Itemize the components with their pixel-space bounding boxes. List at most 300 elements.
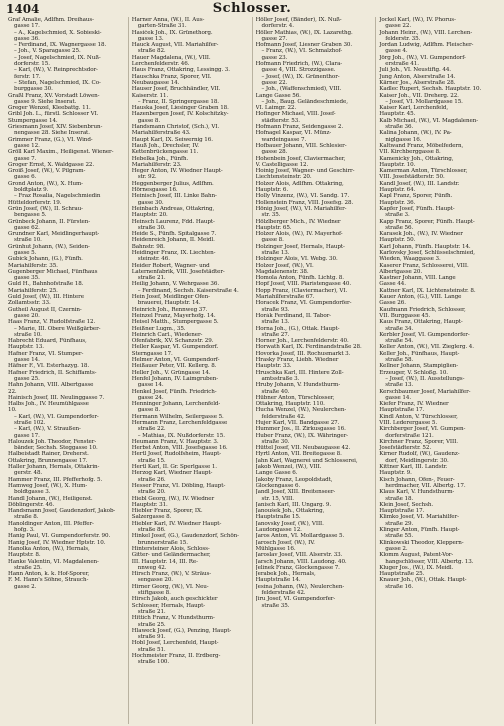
directory-entry: Klaus Karl, V. Hundsthurm-	[379, 489, 455, 496]
directory-entry: gasse 25.	[14, 375, 40, 382]
directory-entry: Gutheil August II, Czernin-	[8, 306, 82, 313]
directory-entry: Kaufmann Friedrich, Schlosser,	[379, 306, 466, 313]
directory-entry: bänder, Sechsh. Steggasse 10.	[14, 445, 98, 452]
directory-entry: straße 15.	[137, 457, 166, 464]
directory-entry: Hauptstr. 9.	[379, 470, 412, 477]
directory-entry: Heilig Johann, V. Wehrgasse 36.	[131, 281, 220, 288]
directory-entry: Mariahilferstraße 67.	[255, 294, 315, 301]
directory-entry: gasse 17.	[14, 432, 40, 439]
directory-entry: Hummer Jos., II. Zirkusgasse 16.	[255, 426, 346, 433]
directory-entry: Kisch Johann, Ofen-, Feuer-	[379, 476, 455, 483]
directory-entry: Hebelka Joh., Fünfh.	[131, 155, 189, 162]
directory-entry: felderstraße 42.	[261, 413, 306, 420]
directory-entry: Hiebler Karl, IV. Wiedner Haupt-	[131, 520, 222, 527]
directory-entry: Hauptstr. 64.	[379, 187, 416, 194]
directory-entry: Ottakring, Hauptstr. 110.	[255, 401, 325, 408]
directory-entry: straße 26.	[137, 476, 166, 483]
directory-entry: Griesmann Josef, XIV. Siebenbrun-	[8, 124, 103, 131]
directory-entry: Hobl Josef, Lerchenfeld, Haupt-	[131, 640, 219, 647]
directory-entry: straße 13.	[261, 319, 290, 326]
directory-entry: Hauck August, VII. Mariahilfer-	[131, 42, 219, 49]
directory-entry: – Stefan, Nagelschmied, IX. Co-	[14, 79, 101, 86]
directory-entry: Kandl Josef, (W.), III. Landstr.	[379, 180, 460, 187]
directory-entry: bengasse 5.	[14, 212, 47, 219]
directory-entry: Knauer Joh., (W.), Ottak. Haupt-	[379, 577, 467, 584]
directory-entry: Holly Vinzenz, (W.), VI. Sandg. 17.	[255, 193, 350, 200]
directory-entry: str. 92.	[137, 174, 157, 181]
directory-entry: Kaiser Karl, Lerchenfeld,	[379, 105, 449, 112]
directory-entry: Klimko Josef, VI. Mariahilfer-	[379, 514, 459, 521]
directory-entry: Hauptstr. 20.	[131, 212, 168, 219]
directory-entry: Hofinger Michael, VIII. Josef-	[255, 111, 336, 118]
directory-entry: straße 34.	[385, 325, 414, 332]
directory-entry: Juli Joh., VI. Neustiftg. 44.	[379, 67, 451, 74]
directory-entry: Hucha Wenzel, (W.), Neulerchen-	[255, 407, 347, 414]
directory-entry: Haus Franz, Ottakring, Lessingg. 3.	[131, 67, 230, 74]
directory-entry: straße 91.	[137, 634, 166, 641]
directory-entry: straße 100.	[137, 659, 170, 666]
directory-entry: gasse 28.	[261, 149, 288, 156]
directory-entry: felderstraße 42.	[261, 590, 306, 597]
directory-entry: Stumpergasse 14.	[8, 117, 58, 124]
directory-entry: Wieden, Waaggasse 3.	[379, 256, 441, 263]
directory-entry: Sterngasse 17.	[131, 350, 173, 357]
directory-entry: Hölzlberger Mich., IV. Wiedner	[255, 218, 341, 225]
directory-entry: Homola Anton, Fünfh. Lichtg. 8.	[255, 275, 344, 282]
directory-entry: Hauptstr. 36.	[379, 199, 416, 206]
directory-entry: gasse 23.	[261, 54, 288, 61]
directory-entry: Henninger Johann, Lerchenfeld-	[131, 401, 221, 408]
directory-entry: städterstr. 53.	[261, 117, 300, 124]
directory-entry: gasse 14.	[137, 382, 164, 389]
directory-entry: Hujer Karl, VII. Bandgasse 27.	[255, 420, 340, 426]
directory-entry: Hopp Franz, (Claviermacher), VI.	[255, 287, 348, 294]
directory-entry: Hauptstr. 33.	[255, 363, 292, 370]
directory-entry: Hainisch Josef, III. Neulinggasse 7.	[8, 394, 105, 401]
directory-entry: Hammer Franz, III. Pfefferhofg. 5.	[8, 476, 103, 483]
directory-entry: sengasse 20.	[137, 577, 173, 584]
directory-entry: Jordan Ludwig, Adlfhm. Fleischer-	[379, 42, 474, 49]
directory-entry: Hirner Georg, (W.), VI. Neu-	[131, 583, 209, 590]
directory-entry: Kettenbrückengasse 11.	[131, 149, 199, 156]
directory-entry: V. Castelligasse 12.	[255, 161, 309, 168]
directory-entry: Hauer Magdalena, (W.), VIII.	[131, 54, 211, 61]
directory-entry: Kamenický Joh., Ottakring,	[379, 155, 454, 162]
directory-entry: Hofmann Friedrich, (W.), Clara-	[255, 61, 343, 68]
directory-entry: Hauschka Franz, Sporer, VII.	[131, 73, 212, 80]
directory-entry: straße 18.	[385, 495, 414, 502]
column-1	[5, 17, 129, 724]
directory-entry: Hofmann Josef, Liesner Graben 30.	[255, 42, 353, 49]
directory-entry: Mariahilferstr. 25.	[8, 287, 58, 294]
directory-entry: Helmer Anton, VI. Gumpendorf-	[131, 357, 220, 364]
directory-entry: Herbst Anton, VIII. Josefsgasse 16.	[131, 445, 228, 452]
directory-entry: Jiru Josef, VI. Gumpendorfer-	[255, 596, 336, 603]
directory-entry: Hein Josef, Meidlinger Ofen-	[131, 294, 210, 301]
directory-entry: straße 10.	[14, 331, 42, 338]
directory-entry: Laudongasse 12.	[255, 527, 302, 534]
directory-entry: – Karl, (W.), VI. Gumpendorfer-	[14, 413, 99, 420]
directory-entry: straße 30.	[261, 438, 290, 445]
directory-entry: Salzergasse 8.	[131, 514, 172, 521]
directory-entry: Grün Josef, (W.), II. Schrau-	[8, 205, 83, 212]
directory-entry: Jockel Karl, (W.), IV. Phorus-	[379, 17, 456, 23]
directory-entry: straße 36.	[385, 124, 414, 131]
directory-entry: Hertl Josef, Rudolfsheim, Haupt-	[131, 451, 222, 458]
directory-entry: Hamweg Josef, (W.), X. Hum-	[8, 482, 88, 489]
directory-entry: Hochmeister Franz, II. Erdberg-	[131, 652, 221, 659]
directory-entry: Hyrtl Anton, VII. Breitegasse 8.	[255, 451, 342, 458]
directory-entry: Holzinger Josef, Hernals, Haupt-	[255, 243, 345, 250]
directory-entry: gasse 22.	[385, 23, 411, 30]
directory-entry: Hrasky Franz, Liebh. Wiedner	[255, 357, 339, 364]
directory-entry: boldtplatz 9.	[14, 187, 49, 194]
directory-entry: straße 58.	[385, 357, 414, 364]
directory-entry: Jahn Karl, Wagnerei und Schlosserei,	[255, 457, 358, 464]
directory-entry: Kerbler Josef, VI. Gumpendorfer-	[379, 331, 470, 338]
directory-entry: Hauptstraße 14.	[255, 577, 301, 584]
directory-entry: hofg. 3.	[14, 527, 35, 534]
directory-entry: Keller Anton, (W.), VII. Zieglerg. 4.	[379, 344, 474, 351]
directory-entry: steinstr. 46.	[137, 256, 170, 263]
directory-entry: brauerei, Hauptstr. 14.	[137, 300, 201, 307]
directory-entry: Holzer Alois, Adlfhm. Ottakring,	[255, 180, 344, 187]
directory-entry: Schlosser, Hernals, Haupt-	[131, 602, 206, 609]
directory-entry: straße 55.	[385, 533, 414, 540]
directory-entry: gasse 8.	[137, 117, 161, 124]
directory-entry: Ottakring, Brunnengasse 17.	[8, 457, 88, 464]
directory-entry: Mariahilferstr. 23.	[131, 161, 182, 168]
directory-entry: VII. Kirchberggasse 8.	[379, 149, 441, 156]
directory-entry: Gasse 26.	[379, 300, 406, 307]
directory-entry: gasse 27.	[261, 35, 288, 42]
directory-entry: Halouzek Joh. Theodor, Fenster-	[8, 438, 97, 445]
directory-entry: – Karl, (W.), V. Straußen-	[14, 426, 81, 433]
directory-entry: Hiebler Franz, Sporer, IX.	[131, 508, 203, 515]
directory-entry: – Ferdinand, IX. Wagnergasse 18.	[14, 42, 107, 49]
directory-entry: Kattner Karl, IX. Lichtensteinstr. 8.	[379, 287, 476, 294]
directory-entry: Hann Anton, k. k. Hof-Sporer,	[8, 571, 90, 578]
directory-entry: Hofmann Franz, Seidengasse 2.	[255, 124, 344, 131]
directory-entry: Kellner Johann, Stampiglien-	[379, 363, 459, 370]
directory-entry: Guld H., Bahnhofstraße 18.	[8, 281, 84, 288]
directory-entry: gasse 6.	[14, 174, 37, 181]
directory-entry: Lange Gasse 6.	[255, 470, 298, 477]
directory-entry: gasse 62.	[14, 224, 40, 231]
directory-entry: Hintersteiner Alois, Schloss-	[131, 545, 210, 552]
directory-entry: straße 56.	[385, 224, 414, 231]
directory-entry: – A., Kagelschmied, X. Sobieski-	[14, 29, 102, 36]
directory-entry: Karlovsky Josef, Schlüsselschmied,	[379, 249, 475, 256]
directory-entry: Horák Ferdinand, II. Tabor-	[255, 312, 331, 319]
directory-entry: – Joh., V. Sparagasse 25.	[14, 48, 81, 55]
directory-columns	[5, 17, 499, 724]
directory-entry: Hönig Josef, (W.), VI. Mariahilfer-	[255, 205, 347, 212]
directory-entry: Mariahilferstraße 43.	[131, 130, 191, 137]
directory-entry: Horna Joh., (G.), Ottak. Haupt-	[255, 325, 340, 332]
directory-entry: gasse 35.	[14, 275, 40, 282]
directory-entry: Josefstädterstr. 52.	[379, 445, 432, 452]
directory-entry: straße 25.	[14, 564, 42, 571]
directory-entry: – Joh., Baug. Geländeschmiede,	[261, 98, 348, 105]
directory-entry: Hauptstraße 25.	[379, 571, 425, 578]
directory-entry: Grünbeck Johann, II. Fürsten-	[8, 218, 91, 225]
directory-entry: Groger Ernst, X. Waldgasse 22.	[8, 161, 95, 168]
directory-entry: gasse 22.	[261, 79, 288, 86]
directory-entry: Graßl Franz, XV. Vorstadt Löwen-	[8, 92, 100, 99]
directory-entry: Holzer Alois, (W.), IV. Mayerhof-	[255, 231, 343, 238]
directory-entry: dorferstr. 4.	[261, 23, 294, 30]
directory-entry: straße 21.	[137, 275, 166, 282]
directory-entry: Hüttel Josef, VII. Neubaugasse 42.	[255, 445, 351, 452]
directory-entry: Gubick Johann, (G.), Fünfh.	[8, 256, 83, 263]
directory-entry: Jörg Joh., (W.), VI. Gumpendorf-	[379, 54, 466, 61]
directory-entry: Heggenberger Julius, Adlfhm.	[131, 180, 214, 187]
directory-entry: erstraße 41.	[385, 61, 419, 68]
directory-entry: Hauptstr. 8.	[8, 552, 41, 559]
directory-entry: straße 86.	[137, 527, 166, 534]
directory-entry: – Joh., (Waffenschmied), VIII.	[261, 86, 342, 93]
directory-entry: Hiebl Georg, (W.), IV. Wiedner	[131, 495, 215, 502]
directory-entry: gasse 2.	[385, 545, 408, 552]
directory-entry: Grimmer Franz, (G.), VI. Wind-	[8, 136, 93, 143]
directory-entry: Halbeistadt Rainer, Dreherst.	[8, 451, 89, 458]
directory-entry: Jakob Wenzel, (W.), VIII.	[255, 464, 322, 471]
directory-entry: gasse 2.	[14, 583, 37, 590]
directory-entry: straße 27.	[261, 331, 290, 338]
directory-entry: Gitter- und Geländermacher,	[131, 552, 211, 559]
directory-entry: gasse 14.	[385, 394, 411, 401]
directory-entry: straße 54.	[385, 338, 414, 345]
directory-entry: Janovsky Josef, (W.), VIII.	[255, 520, 324, 527]
directory-entry: Hofbauer Johann, VIII. Schlesier-	[255, 142, 347, 149]
directory-entry: Hollenstein Franz, VIII. Josefsg. 28.	[255, 199, 354, 206]
directory-entry: Kapfer Josef, Fünfh. Haupt-	[379, 205, 455, 212]
directory-entry: straße 13.	[385, 382, 414, 389]
directory-entry: gasse 4.	[385, 48, 408, 55]
directory-entry: dorferstr. 15.	[14, 61, 50, 68]
page-title: Schlosser.	[212, 1, 292, 16]
directory-entry: Heumann Franz, V. Hauptstr. 3.	[131, 438, 219, 445]
directory-entry: Heidinger Franz, IX. Liechten-	[131, 249, 216, 256]
directory-entry: Gasse 44.	[379, 281, 406, 288]
directory-entry: gasse 7.	[14, 155, 37, 162]
directory-entry: boldtgasse 3.	[14, 489, 51, 496]
directory-entry: Höller Mathias, (W.), IX. Lazarethg.	[255, 29, 353, 36]
directory-entry: Kirchner Franz, Sporer, VIII.	[379, 438, 458, 445]
directory-entry: – Josef, (W.), IX. Grünenthor-	[261, 73, 340, 80]
directory-entry: Heller Joh., V. Grüngasse 14.	[131, 369, 211, 376]
directory-entry: Gröll Karl Maxim., Heiligenst. Wiener-	[8, 149, 114, 156]
directory-entry: Höller Josef, (Bänder), IX. Nuß-	[255, 17, 342, 23]
directory-entry: Heinzel Franz, Mayerhofg. 14.	[131, 312, 216, 319]
directory-entry: Habrecht Eduard, Fünfhaus,	[8, 338, 87, 345]
directory-entry: wardeingasse 7.	[261, 136, 307, 143]
directory-entry: Karl Johann, Fünfh. Hauptstr. 14.	[379, 243, 471, 250]
directory-entry: Magdalenenstr. 38.	[255, 268, 309, 275]
directory-entry: Jarosch Josef, (W.), IV.	[255, 539, 315, 546]
directory-entry: Kalb Michael, (W.), VI. Magdalenen-	[379, 117, 478, 124]
directory-entry: dorf, Meidlingerstr. 30.	[385, 457, 449, 464]
directory-entry: straße 93.	[261, 306, 290, 313]
directory-entry: Handsmann Josef, Gaudenzdorf, Jakob-	[8, 508, 116, 515]
directory-entry: Jaroslav Josef, VIII. Alserstr. 33.	[255, 552, 343, 559]
directory-entry: – Josef, VI. Mollardgasse 15.	[385, 98, 463, 105]
directory-entry: Döblingerstr. 46.	[8, 501, 55, 508]
directory-entry: Jerabek Joh., Hernals,	[255, 571, 316, 578]
directory-entry: Klein Josef, Sechsh.	[379, 501, 434, 508]
directory-entry: – Josef, (W.), II. Ausstellungs-	[385, 375, 465, 382]
directory-entry: Kiefer Franz, IV. Wiedner	[379, 401, 449, 408]
directory-entry: straße 22.	[137, 426, 166, 433]
directory-entry: gasse 30.	[137, 199, 164, 206]
directory-entry: Klinger Anton, Fünfh. Haupt-	[379, 527, 460, 534]
directory-entry: Kastner Johann, VIII. Lange	[379, 275, 456, 282]
directory-entry: Heger Anton, IV. Wiedner Haupt-	[131, 168, 223, 175]
directory-entry: Heidenreich Johann, II. Meidl.	[131, 237, 215, 244]
directory-entry: Haupt Karl, IX. Seiwernig 16.	[131, 136, 213, 143]
directory-entry: Huber Franz, (W.), IX. Währinger-	[255, 432, 348, 439]
directory-entry: Hauptstraße 15.	[255, 514, 301, 521]
directory-entry: Glockengasse 6.	[255, 482, 301, 489]
column-3	[253, 17, 377, 724]
directory-entry: Lerchenfelderstr. 46.	[131, 61, 190, 68]
directory-entry: straße 10.	[14, 237, 42, 244]
directory-entry: Jaros Anton, VI. Mollardgasse 5.	[255, 533, 345, 540]
directory-entry: gasse 36.	[14, 35, 40, 42]
directory-entry: Horacek Franz, VI. Gumpendorfer-	[255, 300, 352, 307]
directory-entry: – Ferdinand, Sechsh. Kaiserstraße 4.	[137, 287, 239, 294]
directory-entry: Jarsch Johann, VIII. Laudong. 40.	[255, 558, 347, 565]
directory-entry: Hanig Josef, IV. Wiedner Hptstr. 10.	[8, 539, 106, 546]
directory-entry: Hovorka Josef, III. Rochusmarkt 3.	[255, 350, 351, 357]
directory-entry: Hafner Friedrich, II. Schiffamts-	[8, 369, 97, 376]
directory-entry: VIII. Lederergasse 5.	[379, 420, 438, 426]
directory-entry: Hertl Karl, II. Gr. Sperlgasse 1.	[131, 464, 217, 471]
directory-entry: Harner Anna, (W.), II. Aus-	[131, 17, 205, 23]
directory-entry: Ofenfabrik, XV. Schanzstr. 29.	[131, 338, 214, 345]
directory-entry: Kaserer Franz, Schlosserei, VIII.	[379, 262, 469, 269]
directory-entry: Hafner Franz, VI. Stumper-	[8, 350, 84, 357]
directory-entry: ferstr. 17.	[14, 73, 41, 80]
directory-entry: Hauser Josef, Bruchhändler, VII.	[131, 86, 221, 93]
directory-entry: Heinrich Joh., Rennweg 37.	[131, 306, 208, 313]
directory-entry: Heider Robert, Wagner- und	[131, 262, 210, 269]
directory-entry: Groiß Josef, (W.), V. Pilgram-	[8, 168, 86, 175]
directory-entry: Hirsch Franz, (W.), V. Sträus-	[131, 571, 212, 578]
directory-entry: amtsstraße 3.	[261, 375, 300, 382]
directory-entry: str. 35.	[261, 212, 281, 219]
directory-entry: Hauptstr. 31.	[131, 501, 168, 508]
directory-entry: Greger Wenzel, Kleebattg. 11.	[8, 105, 91, 112]
directory-entry: gasse 24.	[137, 394, 164, 401]
directory-entry: 10.	[8, 407, 17, 414]
directory-entry: Laternenfabrik, VIII. Josefstädter-	[131, 268, 225, 275]
directory-entry: straße 35.	[261, 602, 290, 609]
directory-entry: Hauptstraße 17.	[379, 407, 425, 414]
directory-entry: Hörnesgasse 16.	[131, 187, 178, 194]
directory-entry: Hauptstr. 10.	[379, 161, 416, 168]
directory-entry: hangschlösser, VIII. Albertg. 13.	[385, 558, 474, 565]
directory-entry: Hauptstr. 50.	[379, 237, 416, 244]
directory-entry: straße 3.	[385, 212, 410, 219]
directory-entry: Heinsch Laurenz, Fdd. Haupt-	[131, 218, 215, 225]
directory-entry: Liechtensteinstr. 20.	[255, 174, 312, 181]
directory-entry: Hanolka Anton, (W.), Hernals,	[8, 545, 90, 552]
column-4	[376, 17, 499, 724]
directory-entry: Neubaugasse 14.	[131, 79, 180, 86]
directory-entry: Hanig Paul, VI. Gumpendorferstr. 90.	[8, 533, 111, 540]
directory-entry: Kaltwand Franz, Möbelfedern,	[379, 142, 464, 149]
directory-entry: straße 102.	[14, 420, 46, 426]
directory-entry: Halbs Joh., IV. Heumühlgasse	[8, 401, 89, 408]
directory-entry: Klomm August, Patent-Vor-	[379, 552, 454, 559]
directory-entry: gasse 12.	[14, 142, 40, 149]
directory-entry: Horner Joh., Lerchenfelderstr. 40.	[255, 338, 349, 345]
directory-entry: Hauptstr. 45.	[379, 111, 416, 118]
directory-entry: gasse 5.	[14, 249, 37, 256]
directory-entry: brunnerstraße 15.	[137, 539, 188, 546]
directory-entry: Heinbach Andreas, Ottakring,	[131, 205, 215, 212]
directory-entry: str. 15, VIII.	[261, 495, 294, 502]
directory-entry: Hoinig Josef, Wagner- und Geschirr-	[255, 168, 355, 175]
directory-entry: Gribl Joh. L., fürstl. Schlosser VI.	[8, 111, 99, 118]
directory-entry: Kapp Franz, Sporer, Fünfh. Haupt-	[379, 218, 475, 225]
directory-entry: Kadlec Rupert, Sechsh. Hauptstr. 10.	[379, 86, 482, 93]
directory-entry: VII. Burggasse 45.	[379, 312, 431, 319]
directory-entry: straße 40.	[261, 388, 290, 395]
directory-entry: Heide S., Fünfh. Spitalgasse 7.	[131, 231, 217, 238]
directory-entry: Mühlgasse 16.	[255, 545, 296, 552]
directory-entry: Janisch Karl, III. Ungarg. 9.	[255, 501, 332, 508]
directory-entry: Hütteldorferstr. 19.	[8, 199, 62, 206]
directory-entry: Hauptstr. 13.	[8, 344, 44, 351]
directory-entry: Bahnstr. 98.	[131, 243, 165, 250]
directory-entry: Guld Josef, (W.), III. Hintere	[8, 294, 84, 301]
directory-entry: Kärner Jos., Alserstraße 28.	[379, 79, 456, 86]
directory-entry: Jakoby Franz, Leopoldstadt,	[255, 476, 333, 483]
directory-entry: Heller Kaspar, VI. Gumpendorf.	[131, 344, 219, 351]
page-header	[6, 2, 498, 16]
directory-entry: F. M. Hann's Söhne, Strauch-	[8, 577, 89, 584]
directory-entry: Kalina Johann, (W.), IV. Pa-	[379, 130, 452, 137]
directory-entry: Kluger Jos., (W.), IX. Meidl.	[379, 564, 454, 571]
directory-entry: Kittner Karl, III. Landstr.	[379, 464, 448, 471]
directory-entry: Hruschka Karl, III. Hintere Zoll-	[255, 369, 344, 376]
directory-entry: Heinisch Josef, III. Linke Bahn-	[131, 193, 217, 200]
directory-entry: Handsmann Christof, (Sch.), VI.	[131, 124, 220, 131]
directory-entry: Hahn Johann, VIII. Albertgasse	[8, 382, 94, 389]
directory-entry: Jung Anton, Alserstraße 14.	[379, 73, 456, 80]
directory-entry: Hasiček Joh., IX. Grünethorg.	[131, 29, 213, 36]
directory-entry: straße 8.	[14, 514, 39, 521]
directory-entry: Hanke Valentin, VI. Magdalenen-	[8, 558, 99, 565]
directory-entry: gasse 9. Siehe Inserat.	[14, 98, 77, 105]
directory-entry: gasse 17.	[14, 23, 40, 30]
directory-entry: burggasse 30.	[14, 86, 53, 93]
directory-entry: Lange Gasse 56.	[255, 92, 301, 99]
directory-entry: gasse 20.	[14, 312, 40, 319]
directory-entry: Haller Johann, Hernals, Ottakrin-	[8, 464, 100, 471]
directory-entry: – Fraz Rosalia, Nagelschmiedin	[14, 193, 101, 200]
directory-entry: gasse 8.	[137, 407, 161, 414]
directory-entry: Keller Joh., Fünfhaus, Haupt-	[379, 350, 460, 357]
directory-entry: Karasek Joh., (W.), IV. Wiedner	[379, 231, 463, 238]
directory-entry: Albertgasse 20.	[379, 268, 423, 275]
directory-entry: Heißner Lugm., 35.	[131, 325, 186, 332]
directory-entry: Hermann Wilhelm, Seilergasse 5.	[131, 413, 224, 420]
directory-entry: straße 21.	[137, 608, 166, 615]
